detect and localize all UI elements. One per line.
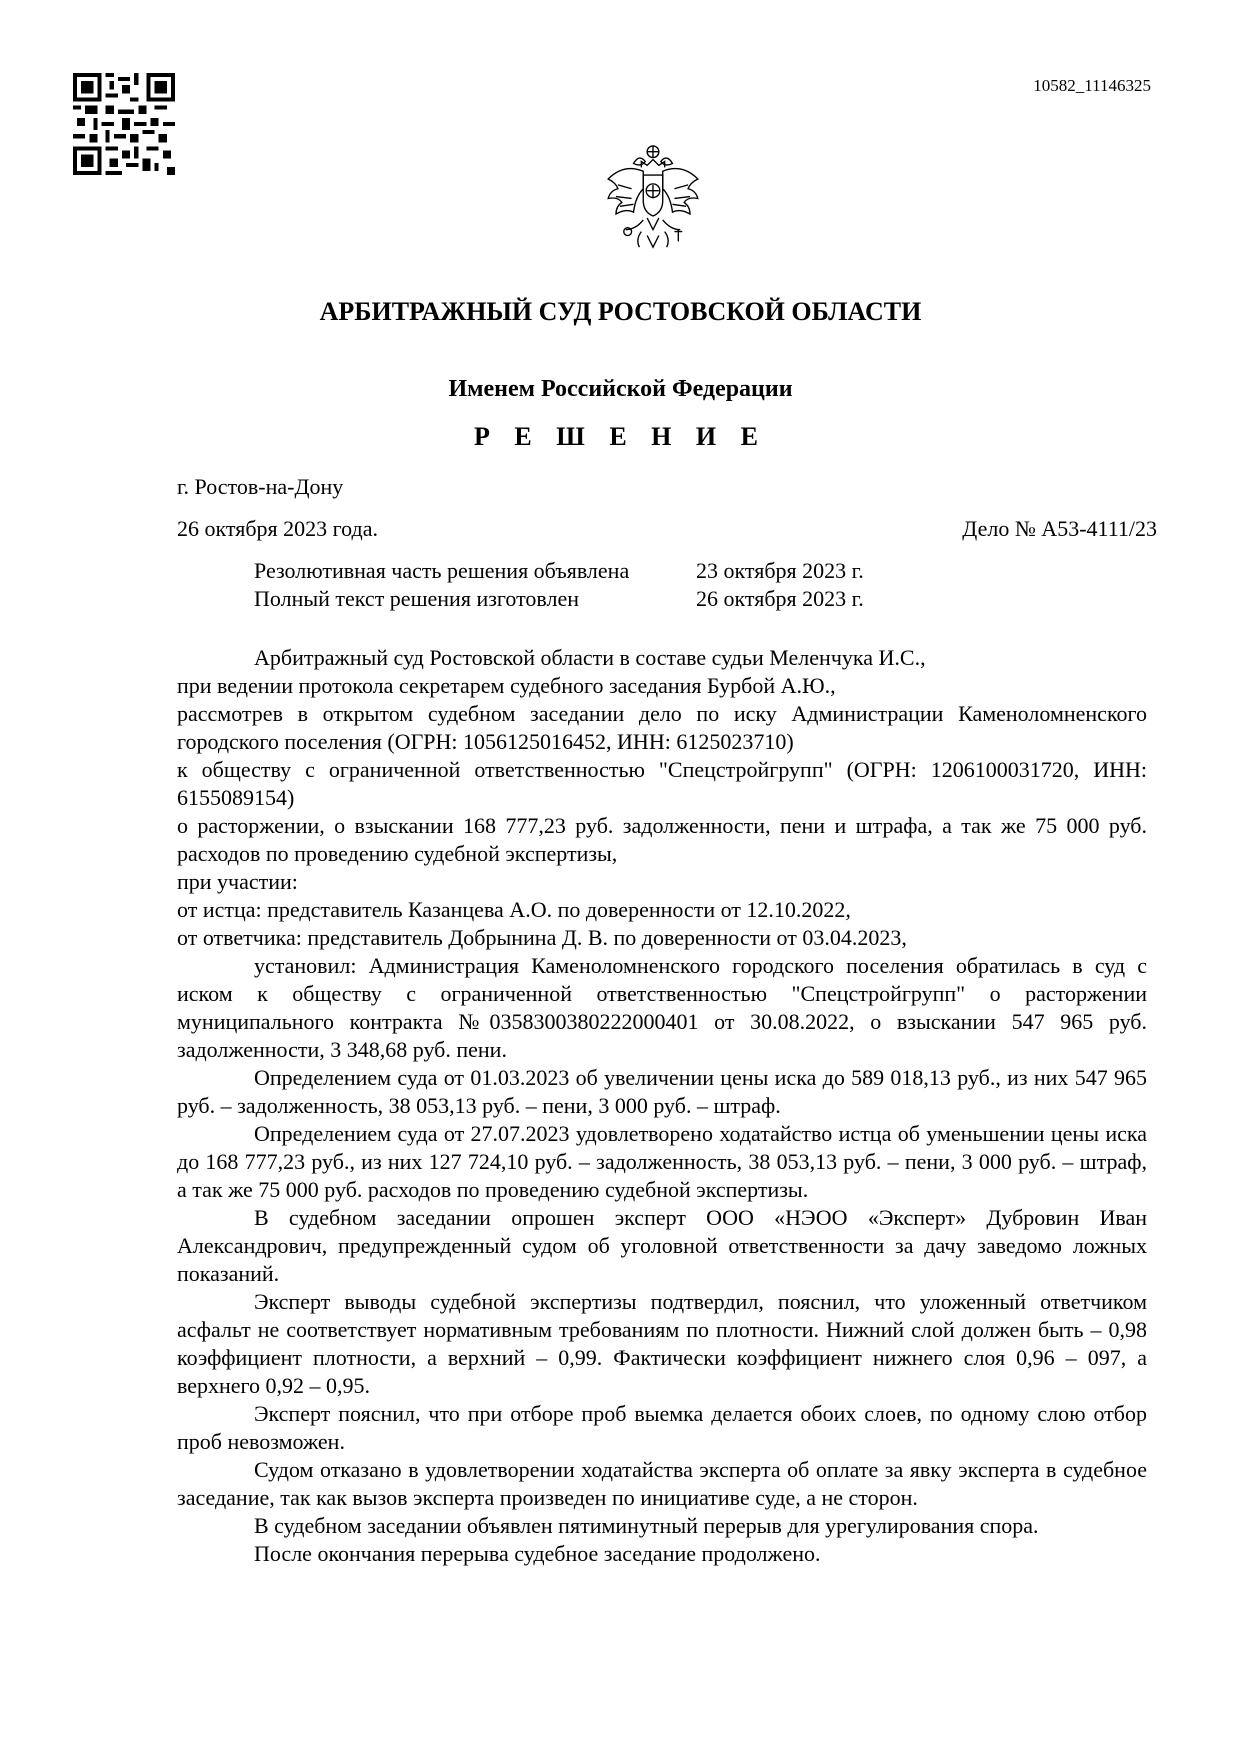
paragraph-plaintiff-rep: от истца: представитель Казанцева А.О. по доверенности от 12.10.2022, xyxy=(177,897,851,922)
paragraph-claim-decrease: Определением суда от 27.07.2023 удовлетворено ходатайство истца об уменьшении цены иска до 168 777,23 руб., из них 127 724,10 руб. – задолженность, 38 053,13 руб. – пени, 3 000 руб. – штраф, а так же 75 000 руб. расходов по проведению судебной экспертизы. xyxy=(177,1121,1147,1202)
full-text-prepared-row xyxy=(254,586,864,612)
paragraph-recess: В судебном заседании объявлен пятиминутный перерыв для урегулирования спора. xyxy=(254,1513,1039,1538)
paragraph-expert-payment-refused: Судом отказано в удовлетворении ходатайства эксперта об оплате за явку эксперта в судебное заседание, так как вызов эксперта произведен по инициативе суде, а не сторон. xyxy=(177,1457,1147,1510)
full-text-prepared-label: Полный текст решения изготовлен xyxy=(254,586,580,611)
paragraph-expert-conclusions: Эксперт выводы судебной экспертизы подтвердил, пояснил, что уложенный ответчиком асфальт не соответствует нормативным требованиям по плотности. Нижний слой должен быть – 0,98 коэффициент плотности, а верхний – 0,99. Фактически коэффициент нижнего слоя 0,96 – 097, а верхнего 0,92 – 0,95. xyxy=(177,1289,1147,1398)
resolution-announced-date: 23 октября 2023 г. xyxy=(696,558,864,583)
paragraph-expert-questioned: В судебном заседании опрошен эксперт ООО «НЭОО «Эксперт» Дубровин Иван Александрович, предупрежденный судом об уголовной ответственности за дачу заведомо ложных показаний. xyxy=(177,1205,1147,1286)
russian-coat-of-arms-icon xyxy=(604,142,702,254)
paragraph-claim-increase: Определением суда от 01.03.2023 об увеличении цены иска до 589 018,13 руб., из них 547 965 руб. – задолженность, 38 053,13 руб. – пени, 3 000 руб. – штраф. xyxy=(177,1065,1147,1118)
decision-body xyxy=(177,644,1147,1568)
paragraph-secretary: при ведении протокола секретарем судебного заседания Бурбой А.Ю., xyxy=(177,673,836,698)
name-of-federation-heading: Именем Российской Федерации xyxy=(448,376,793,402)
paragraph-plaintiff: рассмотрев в открытом судебном заседании дело по иску Администрации Каменоломненского городского поселения (ОГРН: 1056125016452, ИНН: 6125023710) xyxy=(177,701,1147,754)
city: г. Ростов-на-Дону xyxy=(177,474,344,499)
paragraph-court-composition: Арбитражный суд Ростовской области в составе судьи Меленчука И.С., xyxy=(254,645,926,670)
paragraph-participants: при участии: xyxy=(177,869,298,894)
resolution-announced-row xyxy=(254,558,864,584)
qr-code-icon xyxy=(73,73,175,175)
court-name-heading: АРБИТРАЖНЫЙ СУД РОСТОВСКОЙ ОБЛАСТИ xyxy=(319,297,922,326)
paragraph-defendant-rep: от ответчика: представитель Добрынина Д. В. по доверенности от 03.04.2023, xyxy=(177,925,907,950)
paragraph-resumed: После окончания перерыва судебное заседание продолжено. xyxy=(254,1541,821,1566)
document-id: 10582_11146325 xyxy=(1033,76,1151,95)
paragraph-expert-sampling: Эксперт пояснил, что при отборе проб выемка делается обоих слоев, по одному слою отбор проб невозможен. xyxy=(177,1401,1147,1454)
paragraph-defendant: к обществу с ограниченной ответственностью "Спецстройгрупп" (ОГРН: 1206100031720, ИНН: 6155089154) xyxy=(177,757,1147,810)
decision-date: 26 октября 2023 года. xyxy=(177,516,378,541)
paragraph-claim-subject: о расторжении, о взыскании 168 777,23 руб. задолженности, пени и штрафа, а так же 75 000 руб. расходов по проведению судебной экспертизы, xyxy=(177,813,1147,866)
case-number: Дело № А53-4111/23 xyxy=(962,516,1157,541)
decision-heading: Р Е Ш Е Н И Е xyxy=(474,422,767,451)
resolution-announced-label: Резолютивная часть решения объявлена xyxy=(254,558,630,583)
paragraph-established: установил: Администрация Каменоломненского городского поселения обратилась в суд с иском к обществу с ограниченной ответственностью "Спецстройгрупп" о расторжении муниципального контракта №0358300380222000401 от 30.08.2022, о взыскании 547 965 руб. задолженности, 3 348,68 руб. пени. xyxy=(177,953,1147,1062)
full-text-prepared-date: 26 октября 2023 г. xyxy=(696,586,864,611)
